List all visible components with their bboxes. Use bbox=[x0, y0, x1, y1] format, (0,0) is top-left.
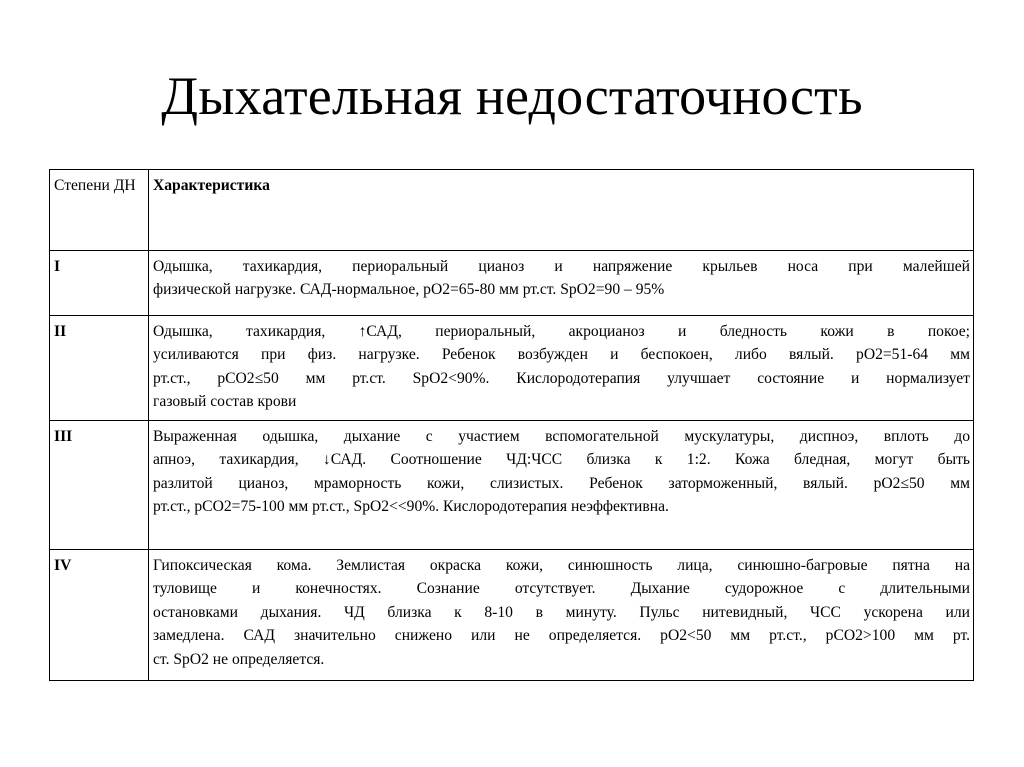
description-line: газовый состав крови bbox=[153, 393, 297, 411]
degree-label: IV bbox=[54, 557, 72, 574]
description-line: физической нагрузке. САД-нормальное, pO2=65-80 мм рт.ст. SpO2=90 – 95% bbox=[153, 281, 665, 299]
table-header-row bbox=[50, 170, 974, 251]
degree-label: II bbox=[54, 323, 67, 340]
header-degree-label: Степени ДН bbox=[54, 177, 136, 194]
description-line: туловище и конечностях. Сознание отсутствует. Дыхание судорожное с длительными bbox=[153, 580, 970, 598]
description-line: Одышка, тахикардия, периоральный цианоз и напряжение крыльев носа при малейшей bbox=[153, 258, 970, 275]
description-line: остановками дыхания. ЧД близка к 8-10 в минуту. Пульс нитевидный, ЧСС ускорена или bbox=[153, 603, 970, 621]
description-line: Выраженная одышка, дыхание с участием вспомогательной мускулатуры, диспноэ, вплоть до bbox=[153, 428, 970, 445]
description-line: усиливаются при физ. нагрузке. Ребенок возбужден и беспокоен, либо вялый. pO2=51-64 мм bbox=[153, 346, 970, 364]
description-line: Одышка, тахикардия, ↑САД, периоральный, акроцианоз и бледность кожи в покое; bbox=[153, 323, 970, 340]
description-line: рт.ст., pCO2=75-100 мм рт.ст., SpO2<<90%. Кислородотерапия неэффективна. bbox=[153, 498, 669, 516]
table-row bbox=[50, 550, 974, 681]
degree-cell bbox=[50, 316, 149, 421]
header-degree-cell bbox=[50, 170, 149, 251]
degree-label: I bbox=[54, 258, 61, 275]
degree-label: III bbox=[54, 428, 73, 445]
table-row bbox=[50, 421, 974, 550]
degree-cell bbox=[50, 550, 149, 681]
description-line: апноэ, тахикардия, ↓САД. Соотношение ЧД:ЧСС близка к 1:2. Кожа бледная, могут быть bbox=[153, 451, 970, 469]
description-line: разлитой цианоз, мраморность кожи, слизистых. Ребенок заторможенный, вялый. pO2≤50 мм bbox=[153, 474, 970, 492]
respiratory-failure-table bbox=[49, 169, 974, 681]
description-line: Гипоксическая кома. Землистая окраска кожи, синюшность лица, синюшно-багровые пятна на bbox=[153, 557, 970, 574]
description-cell bbox=[149, 316, 974, 421]
table-row bbox=[50, 251, 974, 316]
header-description-cell bbox=[149, 170, 974, 251]
slide-title: Дыхательная недостаточность bbox=[161, 66, 863, 126]
description-line: рт.ст., pCO2≤50 мм рт.ст. SpO2<90%. Кислородотерапия улучшает состояние и нормализует bbox=[153, 369, 970, 387]
table-row bbox=[50, 316, 974, 421]
degree-cell bbox=[50, 251, 149, 316]
description-cell bbox=[149, 251, 974, 316]
header-description-label: Характеристика bbox=[153, 177, 270, 194]
description-cell bbox=[149, 550, 974, 681]
description-line: ст. SpO2 не определяется. bbox=[153, 650, 325, 668]
description-line: замедлена. САД значительно снижено или не определяется. pO2<50 мм рт.ст., pCO2>100 мм рт. bbox=[153, 627, 970, 645]
description-cell bbox=[149, 421, 974, 550]
degree-cell bbox=[50, 421, 149, 550]
